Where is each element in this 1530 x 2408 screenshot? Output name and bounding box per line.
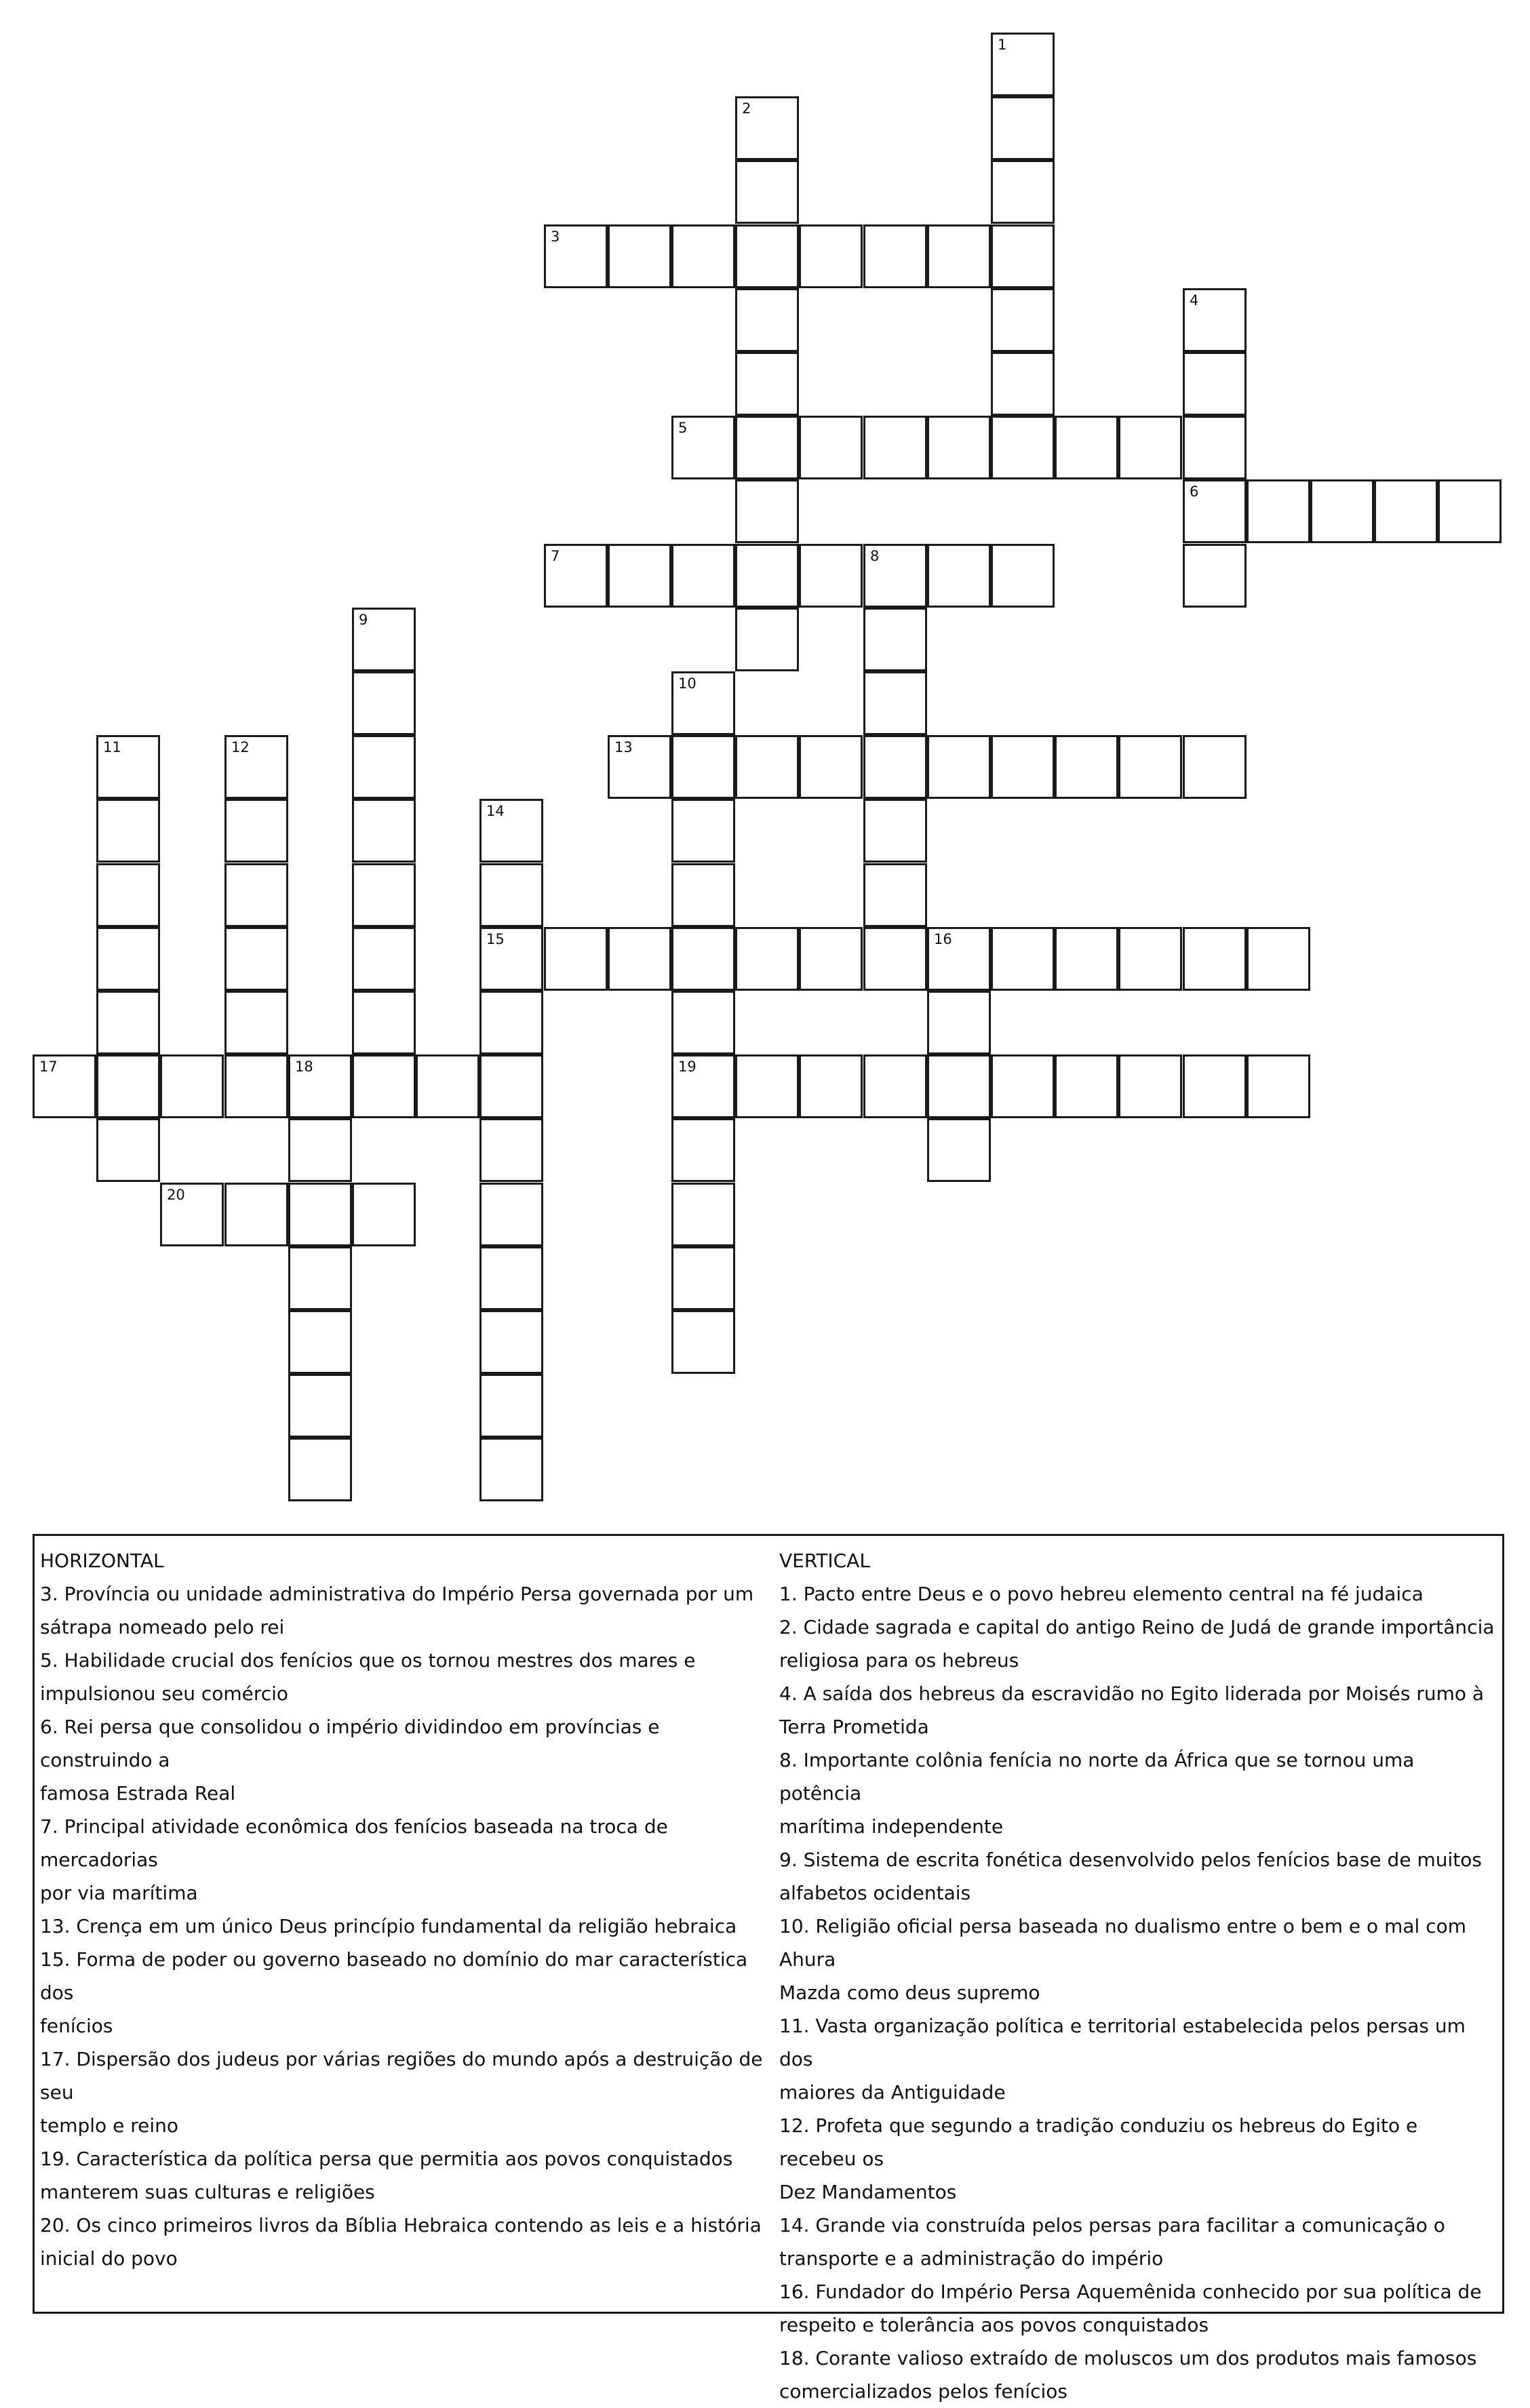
grid-cell[interactable] [1247,1054,1310,1118]
grid-cell[interactable] [671,1246,735,1310]
grid-cell[interactable] [991,160,1055,224]
grid-cell[interactable] [479,1246,543,1310]
grid-cell[interactable] [991,735,1055,799]
grid-cell[interactable] [224,1054,288,1118]
grid-cell[interactable] [671,799,735,863]
grid-cell[interactable] [288,1246,352,1310]
grid-cell[interactable] [671,991,735,1054]
grid-cell[interactable] [352,671,416,735]
clue-line: 18. Corante valioso extraído de moluscos um dos produtos mais famosos [779,2347,1477,2369]
grid-cell[interactable] [927,416,991,479]
grid-cell[interactable] [735,96,799,160]
grid-cell[interactable] [671,1118,735,1182]
grid-cell[interactable] [479,1054,543,1118]
grid-cell[interactable] [96,1054,160,1118]
clue-number: 17 [39,1059,58,1075]
grid-cell[interactable] [863,735,927,799]
grid-cell[interactable] [608,735,671,799]
grid-cell[interactable] [863,416,927,479]
grid-cell[interactable] [991,288,1055,352]
grid-cell[interactable] [479,927,543,991]
clue-line: comercializados pelos fenícios [779,2380,1067,2403]
clue-line: 1. Pacto entre Deus e o povo hebreu elemento central na fé judaica [779,1583,1424,1605]
grid-cell[interactable] [991,1054,1055,1118]
clue-line: inicial do povo [40,2247,178,2270]
clue-line: 6. Rei persa que consolidou o império dividindoo em províncias e construindo a [40,1716,660,1771]
horizontal-clue-lines [40,1577,772,2275]
clue-number: 13 [614,739,633,755]
grid-cell[interactable] [927,735,991,799]
grid-cell[interactable] [1183,288,1247,352]
clue-line: sátrapa nomeado pelo rei [40,1616,285,1638]
grid-cell[interactable] [1183,544,1247,608]
grid-cell[interactable] [1247,479,1310,543]
horizontal-heading: HORIZONTAL [40,1550,164,1572]
grid-cell[interactable] [1118,1054,1182,1118]
clue-line: 4. A saída dos hebreus da escravidão no Egito liderada por Moisés rumo à [779,1682,1485,1705]
grid-cell[interactable] [671,416,735,479]
clue-number: 3 [551,229,560,245]
clue-number: 12 [231,739,250,755]
grid-cell[interactable] [991,927,1055,991]
grid-cell[interactable] [1055,735,1118,799]
grid-cell[interactable] [416,1054,479,1118]
grid-cell[interactable] [735,352,799,416]
grid-cell[interactable] [479,1374,543,1438]
grid-cell[interactable] [96,1118,160,1182]
grid-cell[interactable] [799,1054,863,1118]
clue-line: famosa Estrada Real [40,1782,236,1804]
clue-line: 15. Forma de poder ou governo baseado no domínio do mar característica dos [40,1948,748,2004]
grid-cell[interactable] [352,863,416,927]
grid-cell[interactable] [479,1183,543,1246]
grid-cell[interactable] [799,416,863,479]
grid-cell[interactable] [927,991,991,1054]
grid-cell[interactable] [735,479,799,543]
grid-cell[interactable] [863,927,927,991]
grid-cell[interactable] [608,927,671,991]
clue-number: 5 [678,420,688,436]
grid-cell[interactable] [608,224,671,288]
grid-cell[interactable] [991,352,1055,416]
grid-cell[interactable] [735,224,799,288]
grid-cell[interactable] [288,1438,352,1501]
grid-cell[interactable] [927,1118,991,1182]
grid-cell[interactable] [479,863,543,927]
clue-line: 20. Os cinco primeiros livros da Bíblia Hebraica contendo as leis e a história [40,2214,762,2236]
grid-cell[interactable] [224,991,288,1054]
grid-cell[interactable] [735,416,799,479]
grid-cell[interactable] [735,735,799,799]
vertical-clues [779,1544,1499,2408]
grid-cell[interactable] [735,1054,799,1118]
clue-line: respeito e tolerância aos povos conquistados [779,2314,1209,2336]
grid-cell[interactable] [224,799,288,863]
grid-cell[interactable] [224,927,288,991]
clue-line: Dez Mandamentos [779,2181,957,2203]
grid-cell[interactable] [671,1054,735,1118]
grid-cell[interactable] [288,1118,352,1182]
grid-cell[interactable] [1183,352,1247,416]
clue-line: 10. Religião oficial persa baseada no dualismo entre o bem e o mal com Ahura [779,1915,1466,1971]
clue-number: 16 [934,931,952,947]
clue-line: 11. Vasta organização política e territorial estabelecida pelos persas um dos [779,2015,1466,2070]
grid-cell[interactable] [224,735,288,799]
clue-line: 13. Crença em um único Deus princípio fundamental da religião hebraica [40,1915,737,1937]
clue-number: 8 [870,548,880,564]
grid-cell[interactable] [352,735,416,799]
grid-cell[interactable] [479,1118,543,1182]
grid-cell[interactable] [288,1374,352,1438]
grid-cell[interactable] [671,1183,735,1246]
clue-line: 9. Sistema de escrita fonética desenvolvido pelos fenícios base de muitos [779,1849,1482,1871]
grid-cell[interactable] [544,927,608,991]
grid-cell[interactable] [96,991,160,1054]
clue-line: 7. Principal atividade econômica dos fenícios baseada na troca de mercadorias [40,1815,668,1871]
grid-cell[interactable] [544,544,608,608]
grid-cell[interactable] [1374,479,1438,543]
grid-cell[interactable] [671,544,735,608]
vertical-heading: VERTICAL [779,1550,870,1572]
clue-number: 19 [678,1059,697,1075]
clue-number: 7 [551,548,560,564]
grid-cell[interactable] [1118,416,1182,479]
grid-cell[interactable] [479,991,543,1054]
grid-cell[interactable] [1183,479,1247,543]
grid-cell[interactable] [671,671,735,735]
clue-number: 20 [167,1187,185,1203]
grid-cell[interactable] [96,863,160,927]
grid-cell[interactable] [927,1054,991,1118]
clue-list [33,1534,1504,2403]
clue-line: Terra Prometida [779,1716,929,1738]
grid-cell[interactable] [544,224,608,288]
grid-cell[interactable] [671,224,735,288]
clue-number: 11 [103,739,121,755]
clue-line: 19. Característica da política persa que permitia aos povos conquistados [40,2148,733,2170]
clue-line: maiores da Antiguidade [779,2081,1006,2104]
grid-cell[interactable] [863,608,927,671]
clue-line: 17. Dispersão dos judeus por várias regiões do mundo após a destruição de seu [40,2048,763,2104]
grid-cell[interactable] [863,799,927,863]
clue-line: templo e reino [40,2114,178,2137]
grid-cell[interactable] [1247,927,1310,991]
grid-cell[interactable] [479,799,543,863]
clue-line: 8. Importante colônia fenícia no norte da África que se tornou uma potência [779,1749,1415,1804]
grid-cell[interactable] [863,224,927,288]
grid-cell[interactable] [735,927,799,991]
grid-cell[interactable] [1055,927,1118,991]
clue-line: alfabetos ocidentais [779,1882,971,1904]
grid-cell[interactable] [1183,416,1247,479]
grid-cell[interactable] [863,863,927,927]
grid-cell[interactable] [991,224,1055,288]
grid-cell[interactable] [671,1310,735,1374]
grid-cell[interactable] [1310,479,1374,543]
grid-cell[interactable] [927,927,991,991]
grid-cell[interactable] [1183,1054,1247,1118]
grid-cell[interactable] [1183,927,1247,991]
grid-cell[interactable] [224,863,288,927]
grid-cell[interactable] [863,544,927,608]
grid-cell[interactable] [352,991,416,1054]
grid-cell[interactable] [671,863,735,927]
grid-cell[interactable] [160,1183,224,1246]
clue-line: 3. Província ou unidade administrativa do Império Persa governada por um [40,1583,754,1605]
clue-number: 14 [486,803,505,819]
grid-cell[interactable] [735,160,799,224]
grid-cell[interactable] [735,608,799,671]
grid-cell[interactable] [288,1054,352,1118]
clue-number: 4 [1190,292,1199,309]
grid-cell[interactable] [33,1054,96,1118]
clue-number: 2 [742,100,751,117]
grid-cell[interactable] [479,1438,543,1501]
clue-line: manterem suas culturas e religiões [40,2181,375,2203]
grid-cell[interactable] [991,416,1055,479]
clue-number: 15 [486,931,505,947]
clue-number: 10 [678,675,697,692]
grid-cell[interactable] [288,1183,352,1246]
grid-cell[interactable] [927,544,991,608]
clue-line: 16. Fundador do Império Persa Aquemênida conhecido por sua política de [779,2281,1482,2303]
grid-cell[interactable] [1183,735,1247,799]
grid-cell[interactable] [224,1183,288,1246]
grid-cell[interactable] [671,735,735,799]
grid-cell[interactable] [799,927,863,991]
horizontal-clues [40,1544,772,2275]
grid-cell[interactable] [1055,1054,1118,1118]
grid-cell[interactable] [1118,927,1182,991]
clue-number: 6 [1190,483,1199,500]
grid-cell[interactable] [352,799,416,863]
clue-line: impulsionou seu comércio [40,1682,289,1705]
grid-cell[interactable] [96,735,160,799]
clue-number: 1 [998,37,1007,53]
clue-line: 5. Habilidade crucial dos fenícios que os tornou mestres dos mares e [40,1649,696,1672]
grid-cell[interactable] [352,927,416,991]
grid-cell[interactable] [991,544,1055,608]
grid-cell[interactable] [352,1054,416,1118]
clue-number: 9 [359,612,368,628]
grid-cell[interactable] [96,927,160,991]
grid-cell[interactable] [735,544,799,608]
clue-line: por via marítima [40,1882,198,1904]
clue-line: religiosa para os hebreus [779,1649,1019,1672]
clue-line: 14. Grande via construída pelos persas para facilitar a comunicação o [779,2214,1445,2236]
grid-cell[interactable] [927,224,991,288]
vertical-clue-lines [779,1577,1499,2408]
grid-cell[interactable] [288,1310,352,1374]
grid-cell[interactable] [991,33,1055,96]
grid-cell[interactable] [1118,735,1182,799]
clue-line: fenícios [40,2015,113,2037]
grid-cell[interactable] [1438,479,1502,543]
grid-cell[interactable] [735,288,799,352]
clue-number: 18 [295,1059,313,1075]
grid-cell[interactable] [160,1054,224,1118]
clue-line: marítima independente [779,1815,1004,1838]
grid-cell[interactable] [1055,416,1118,479]
clue-line: transporte e a administração do império [779,2247,1164,2270]
grid-cell[interactable] [799,735,863,799]
grid-cell[interactable] [863,1054,927,1118]
clue-line: 12. Profeta que segundo a tradição conduziu os hebreus do Egito e recebeu os [779,2114,1418,2170]
grid-cell[interactable] [608,544,671,608]
grid-cell[interactable] [799,224,863,288]
clue-line: 2. Cidade sagrada e capital do antigo Reino de Judá de grande importância [779,1616,1495,1638]
grid-cell[interactable] [863,671,927,735]
clue-line: Mazda como deus supremo [779,1981,1040,2004]
grid-cell[interactable] [352,1183,416,1246]
grid-cell[interactable] [671,927,735,991]
grid-cell[interactable] [799,544,863,608]
grid-cell[interactable] [479,1310,543,1374]
grid-cell[interactable] [991,96,1055,160]
grid-cell[interactable] [96,799,160,863]
grid-cell[interactable] [352,608,416,671]
